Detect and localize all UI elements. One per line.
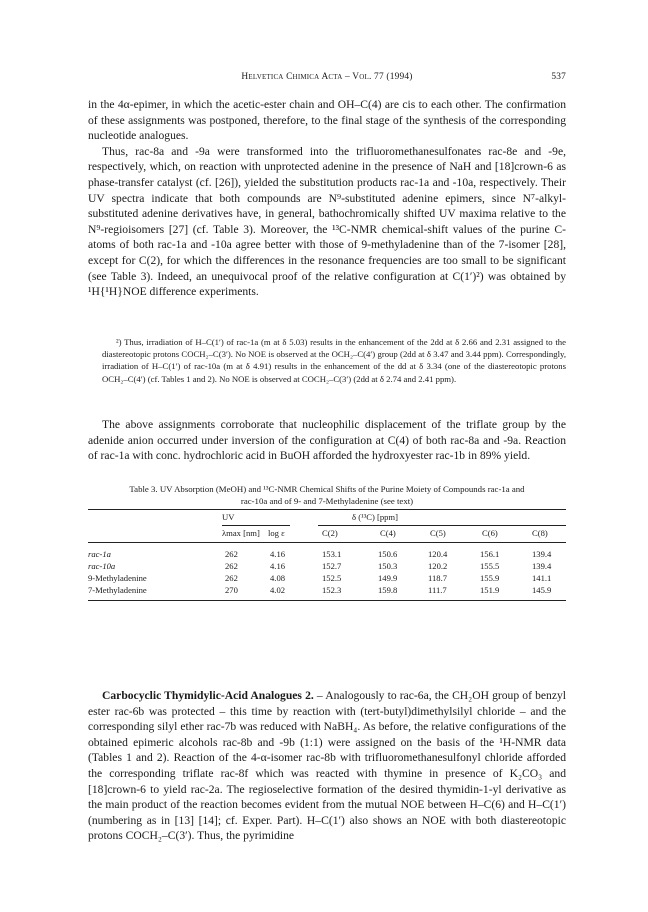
column-group-uv: UV [222,512,235,522]
table-cell: 151.9 [480,585,500,595]
column-header: C(8) [532,528,548,538]
table-cell: 139.4 [532,561,552,571]
table-bottom-rule [88,600,566,601]
table-cell: 262 [225,549,238,559]
table-cell: 150.3 [378,561,398,571]
table-cell: 152.7 [322,561,342,571]
journal-title: Helvetica Chimica Acta – Vol. 77 (1994) [241,72,413,82]
uv-group-rule [222,525,290,526]
table-caption [88,483,566,507]
table-cell: 150.6 [378,549,398,559]
table-cell: 141.1 [532,573,552,583]
page-number: 537 [551,72,566,82]
column-header: C(2) [322,528,338,538]
table-cell: 159.8 [378,585,398,595]
table-caption-line: Table 3. UV Absorption (MeOH) and ¹³C-NMR Chemical Shifts of the Purine Moiety of Compounds rac-1a and [129,484,525,494]
section-heading: Carbocyclic Thymidylic-Acid Analogues 2. [102,689,314,702]
table-cell: 153.1 [322,549,342,559]
table-cell: 111.7 [428,585,447,595]
footnote-text: ²) Thus, irradiation of H–C(1′) of rac-1a (m at δ 5.03) results in the enhancement of the 2dd at δ 2.66 and 2.31 assigned to the diastereotopic protons COCH₂–C(3′). No NOE is observed at the OCH₂–C(4′) group (2dd at δ 3.47 and 3.44 ppm). Correspondingly, irradiation of H–C(1′) of rac-10a (m at δ 4.91) results in the enhancement of the dd at δ 3.34 (one of the diastereotopic protons OCH₂–C(4′) (cf. Tables 1 and 2). No NOE is observed at COCH₂–C(3′) (2dd at δ 2.74 and 2.41 ppm). [102,337,566,384]
table-cell: 4.02 [270,585,286,595]
nmr-group-rule [318,525,566,526]
table-cell: 120.2 [428,561,448,571]
body-paragraph: Thus, rac-8a and -9a were transformed into the trifluoromethanesulfonates rac-8e and -9e, respectively, which, on reaction with unprotected adenine in the presence of NaH and [18]crown-6 as phase-transfer catalyst (cf. [26]), yielded the substitution products rac-1a and -10a, respectively. Their UV spectra indicate that both compounds are N⁹-substituted adenine epimers, since N⁷-alkyl-substituted adenine derivatives have, in general, bathochromically shifted UV maxima relative to the N⁹-regioisomers [27] (cf. Table 3). Moreover, the ¹³C-NMR chemical-shift values of the purine C-atoms of both rac-1a and -10a agree better with those of 9-methyladenine than of the 7-isomer [28], except for C(2), for which the differences in the resonance frequencies are too small to be significant (see Table 3). Indeed, an unequivocal proof of the relative configuration at C(1′)²) was obtained by ¹H{¹H}NOE difference experiments. [88,144,566,299]
column-header: C(4) [380,528,396,538]
table-cell: 155.5 [480,561,500,571]
body-text-middle [88,417,566,464]
column-header: C(6) [482,528,498,538]
table-cell: 270 [225,585,238,595]
column-group-nmr: δ (¹³C) [ppm] [352,512,398,522]
table-cell: 4.16 [270,561,286,571]
row-label: rac-1a [88,549,111,559]
table-cell: 152.5 [322,573,342,583]
table-cell: 156.1 [480,549,500,559]
column-header: C(5) [430,528,446,538]
table-cell: 149.9 [378,573,398,583]
row-label: 9-Methyladenine [88,573,147,583]
body-text-top [88,97,566,300]
footnote [102,336,566,385]
table-top-rule [88,509,566,510]
section-thymidylic-analogues [88,688,566,844]
table-cell: 4.16 [270,549,286,559]
table-cell: 262 [225,573,238,583]
table-cell: 118.7 [428,573,448,583]
row-label: rac-10a [88,561,116,571]
table-cell: 155.9 [480,573,500,583]
table-cell: 4.08 [270,573,286,583]
running-header [88,72,566,86]
table-cell: 152.3 [322,585,342,595]
table-cell: 262 [225,561,238,571]
table-header-rule [88,542,566,543]
table-cell: 145.9 [532,585,552,595]
row-label: 7-Methyladenine [88,585,147,595]
section-text: – Analogously to rac-6a, the CH₂OH group of benzyl ester rac-6b was protected – this time by reaction with (tert-butyl)dimethylsilyl chloride – and the corresponding silyl ether rac-7b was reduced with NaBH₄. As before, the relative configurations of the obtained epimeric alcohols rac-8b and -9b (1:1) were assigned on the basis of the ¹H-NMR data (Tables 1 and 2). Reaction of the 4-α-isomer rac-8b with trifluoromethanesulfonyl chloride afforded the corresponding triflate rac-8f which was reacted with thymine in presence of K₂CO₃ and [18]crown-6 to yield rac-2a. The regioselective formation of the desired thymidin-1-yl derivative as the main product of the reaction becomes evident from the mutual NOE between H–C(6) and H–C(1′) (numbering as in [13] [14]; cf. Exper. Part). H–C(1′) also shows an NOE with both diastereotopic protons COCH₂–C(3′). Thus, the pyrimidine [88,689,566,843]
column-header: log ε [268,528,285,538]
table-cell: 120.4 [428,549,448,559]
table-cell: 139.4 [532,549,552,559]
body-paragraph: in the 4α-epimer, in which the acetic-ester chain and OH–C(4) are cis to each other. The confirmation of these assignments was postponed, therefore, to the final stage of the synthesis of the corresponding nucleotide analogues. [88,98,566,143]
column-header: λmax [nm] [222,528,260,538]
body-paragraph: The above assignments corroborate that nucleophilic displacement of the triflate group by the adenide anion occurred under inversion of the configuration at C(4) of both rac-8a and -9a. Reaction of rac-1a with conc. hydrochloric acid in BuOH afforded the hydroxyester rac-1b in 89% yield. [88,418,566,463]
table-caption-line: rac-10a and of 9- and 7-Methyladenine (see text) [240,496,414,506]
